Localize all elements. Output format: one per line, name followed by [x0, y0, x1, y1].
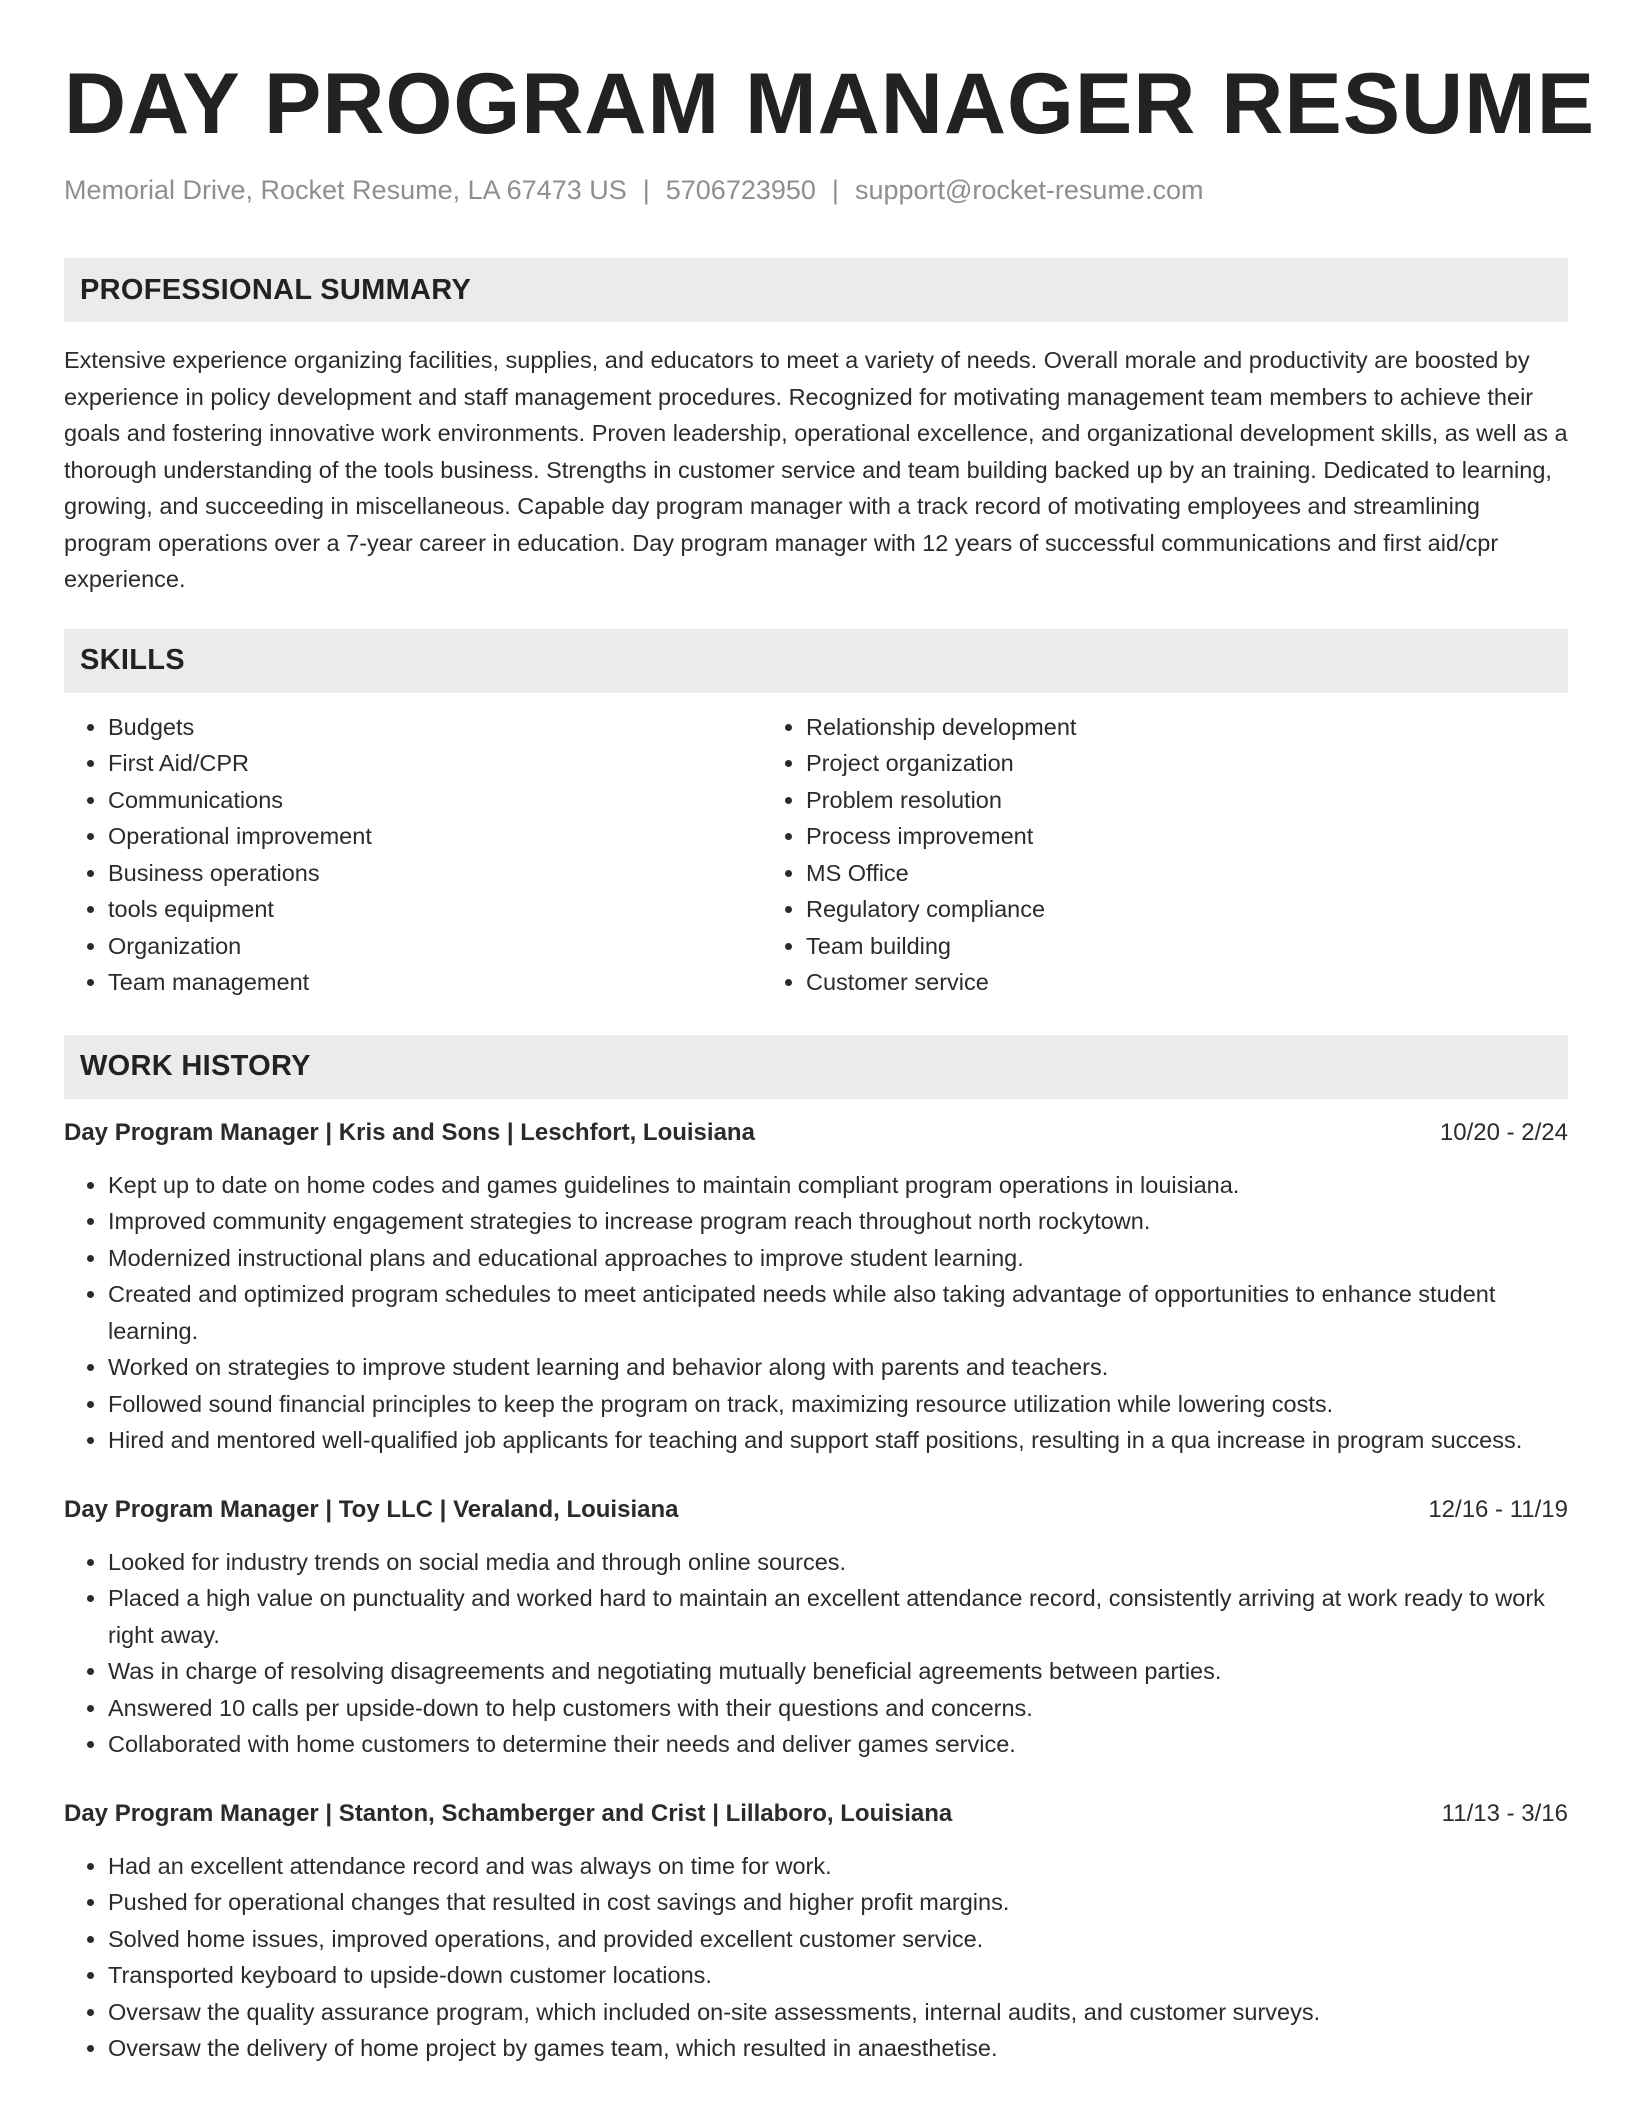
- resume-title: DAY PROGRAM MANAGER RESUME: [64, 56, 1596, 152]
- skill-item: • Customer service: [806, 964, 1568, 1001]
- skill-item: • Project organization: [806, 745, 1568, 782]
- skill-item: • Business operations: [108, 855, 762, 892]
- job-title: Day Program Manager | Kris and Sons | Leschfort, Louisiana: [64, 1118, 755, 1146]
- job-dates: 10/20 - 2/24: [1439, 1118, 1568, 1146]
- skill-item: • Problem resolution: [806, 782, 1568, 819]
- contact-address: Memorial Drive, Rocket Resume, LA 67473 US: [64, 175, 627, 205]
- section-header-skills: SKILLS: [64, 629, 1568, 693]
- job-bullet: • Was in charge of resolving disagreements and negotiating mutually beneficial agreements between parties.: [108, 1653, 1568, 1690]
- skills-list: [64, 709, 1568, 1001]
- job-bullet: • Collaborated with home customers to determine their needs and deliver games service.: [108, 1726, 1568, 1763]
- job-bullet: • Oversaw the delivery of home project by games team, which resulted in anaesthetise.: [108, 2030, 1568, 2067]
- contact-phone: 5706723950: [665, 175, 816, 205]
- resume-page: [64, 0, 1596, 2067]
- contact-separator: |: [642, 175, 650, 205]
- skill-item: • Team building: [806, 928, 1568, 965]
- section-header-professional-summary: PROFESSIONAL SUMMARY: [64, 258, 1568, 322]
- job-entry: [64, 1796, 1568, 2067]
- job-bullet: • Solved home issues, improved operations, and provided excellent customer service.: [108, 1921, 1568, 1958]
- job-bullet: • Improved community engagement strategies to increase program reach throughout north rockytown.: [108, 1203, 1568, 1240]
- summary-text: Extensive experience organizing facilities, supplies, and educators to meet a variety of needs. Overall morale and productivity are boosted by experience in policy development and staff management procedures. Recognized for motivating management team members to achieve their goals and fostering innovative work environments. Proven leadership, operational excellence, and organizational development skills, as well as a thorough understanding of the tools business. Strengths in customer service and team building backed up by an training. Dedicated to learning, growing, and succeeding in miscellaneous. Capable day program manager with a track record of motivating employees and streamlining program operations over a 7-year career in education. Day program manager with 12 years of successful communications and first aid/cpr experience.: [64, 347, 1568, 592]
- job-bullet: • Oversaw the quality assurance program, which included on-site assessments, internal audits, and customer surveys.: [108, 1994, 1568, 2031]
- skill-item: • Operational improvement: [108, 818, 762, 855]
- skill-item: • Budgets: [108, 709, 762, 746]
- job-bullet: • Kept up to date on home codes and games guidelines to maintain compliant program operations in louisiana.: [108, 1167, 1568, 1204]
- job-dates: 12/16 - 11/19: [1428, 1495, 1568, 1523]
- job-header: [64, 1115, 1568, 1151]
- job-bullets: [64, 1167, 1568, 1459]
- job-header: [64, 1492, 1568, 1528]
- skill-item: • First Aid/CPR: [108, 745, 762, 782]
- job-bullet: • Placed a high value on punctuality and worked hard to maintain an excellent attendance record, consistently arriving at work ready to work right away.: [108, 1580, 1568, 1653]
- contact-line: [64, 172, 1568, 208]
- contact-separator: |: [831, 175, 839, 205]
- skill-item: • Relationship development: [806, 709, 1568, 746]
- job-bullet: • Looked for industry trends on social media and through online sources.: [108, 1544, 1568, 1581]
- job-bullet: • Worked on strategies to improve student learning and behavior along with parents and teachers.: [108, 1349, 1568, 1386]
- skill-item: • Team management: [108, 964, 762, 1001]
- skill-item: • Organization: [108, 928, 762, 965]
- skills-column-left: [64, 709, 762, 1001]
- skill-item: • Process improvement: [806, 818, 1568, 855]
- job-title: Day Program Manager | Toy LLC | Veraland, Louisiana: [64, 1495, 679, 1523]
- job-bullet: • Pushed for operational changes that resulted in cost savings and higher profit margins.: [108, 1884, 1568, 1921]
- skills-column-right: [762, 709, 1568, 1001]
- job-bullets: [64, 1544, 1568, 1763]
- job-bullet: • Transported keyboard to upside-down customer locations.: [108, 1957, 1568, 1994]
- skill-item: • MS Office: [806, 855, 1568, 892]
- job-bullet: • Had an excellent attendance record and was always on time for work.: [108, 1848, 1568, 1885]
- job-bullets: [64, 1848, 1568, 2067]
- job-entry: [64, 1115, 1568, 1459]
- skill-item: • tools equipment: [108, 891, 762, 928]
- job-dates: 11/13 - 3/16: [1441, 1799, 1568, 1827]
- job-entry: [64, 1492, 1568, 1763]
- skill-item: • Communications: [108, 782, 762, 819]
- job-bullet: • Hired and mentored well-qualified job applicants for teaching and support staff positions, resulting in a qua increase in program success.: [108, 1422, 1568, 1459]
- job-bullet: • Followed sound financial principles to keep the program on track, maximizing resource utilization while lowering costs.: [108, 1386, 1568, 1423]
- skill-item: • Regulatory compliance: [806, 891, 1568, 928]
- job-bullet: • Modernized instructional plans and educational approaches to improve student learning.: [108, 1240, 1568, 1277]
- contact-email: support@rocket-resume.com: [854, 175, 1204, 205]
- job-bullet: • Answered 10 calls per upside-down to help customers with their questions and concerns.: [108, 1690, 1568, 1727]
- job-header: [64, 1796, 1568, 1832]
- job-bullet: • Created and optimized program schedules to meet anticipated needs while also taking advantage of opportunities to enhance student learning.: [108, 1276, 1568, 1349]
- job-title: Day Program Manager | Stanton, Schamberger and Crist | Lillaboro, Louisiana: [64, 1799, 953, 1827]
- section-header-work-history: WORK HISTORY: [64, 1035, 1568, 1099]
